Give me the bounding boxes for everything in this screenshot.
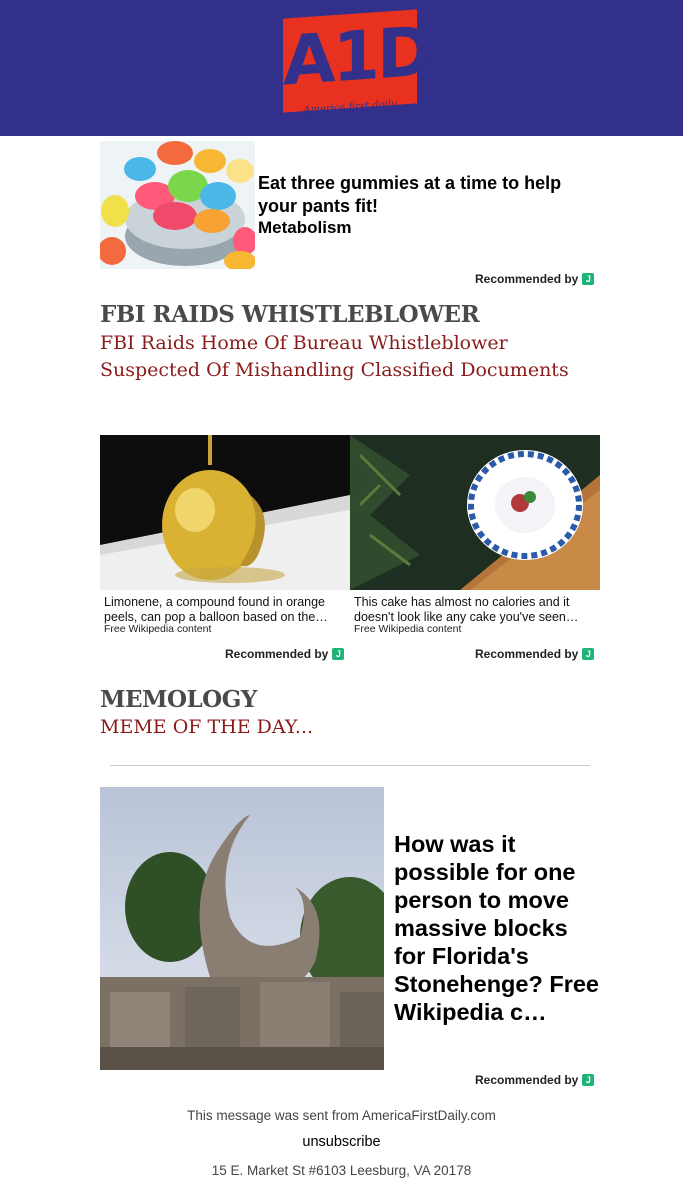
recommended-by-label: Recommended by <box>475 1073 579 1087</box>
card-image-cake[interactable] <box>350 435 600 590</box>
coral-castle-image <box>100 787 384 1070</box>
recommended-by-label: Recommended by <box>225 647 329 661</box>
section-divider <box>110 765 590 766</box>
recommended-by-label: Recommended by <box>475 272 579 286</box>
unsubscribe-link[interactable]: unsubscribe <box>302 1134 381 1150</box>
section-heading-memology: MEMOLOGY <box>100 686 257 713</box>
footer-sent-from: This message was sent from AmericaFirstDaily.com <box>187 1108 496 1123</box>
recommender-logo-icon: J <box>582 273 594 285</box>
article-link-fbi[interactable]: FBI Raids Home Of Bureau Whistleblower Suspected Of Mishandling Classified Documents <box>100 332 569 381</box>
recommended-by-badge[interactable] <box>475 1073 594 1087</box>
recommender-logo-icon: J <box>582 648 594 660</box>
footer-address: 15 E. Market St #6103 Leesburg, VA 20178 <box>211 1163 472 1178</box>
card-title-cake[interactable]: This cake has almost no calories and it doesn't look like any cake you've seen… <box>354 595 579 624</box>
recommender-logo-icon: J <box>582 1074 594 1086</box>
gummies-ad-image[interactable] <box>100 141 255 269</box>
recommended-by-label: Recommended by <box>475 647 579 661</box>
gummies-ad-title[interactable]: Eat three gummies at a time to help your pants fit! <box>258 173 562 216</box>
meme-of-the-day-link[interactable]: MEME OF THE DAY... <box>100 716 314 738</box>
card-source-limonene: Free Wikipedia content <box>104 623 212 635</box>
stonehenge-ad-image[interactable] <box>100 787 384 1070</box>
site-logo[interactable] <box>283 9 431 112</box>
cake-plate-image <box>350 435 600 590</box>
logo-tagline: America first daily <box>302 98 398 117</box>
card-title-limonene[interactable]: Limonene, a compound found in orange peels, can pop a balloon based on the… <box>104 595 328 624</box>
gummy-bears-image <box>100 141 255 269</box>
logo-text: A1D <box>283 12 431 102</box>
recommended-by-badge[interactable] <box>225 647 344 661</box>
balloon-image <box>100 435 350 590</box>
card-source-cake: Free Wikipedia content <box>354 623 462 635</box>
stonehenge-ad-title[interactable]: How was it possible for one person to move massive blocks for Florida's Stonehenge? Free Wikipedia c… <box>394 831 600 1025</box>
section-heading-fbi: FBI RAIDS WHISTLEBLOWER <box>100 301 480 328</box>
email-header <box>0 0 683 136</box>
recommended-by-badge[interactable] <box>475 272 594 286</box>
gummies-ad-subtitle[interactable]: Metabolism <box>258 218 352 237</box>
card-image-balloon[interactable] <box>100 435 350 590</box>
recommender-logo-icon: J <box>332 648 344 660</box>
recommended-by-badge[interactable] <box>475 647 594 661</box>
